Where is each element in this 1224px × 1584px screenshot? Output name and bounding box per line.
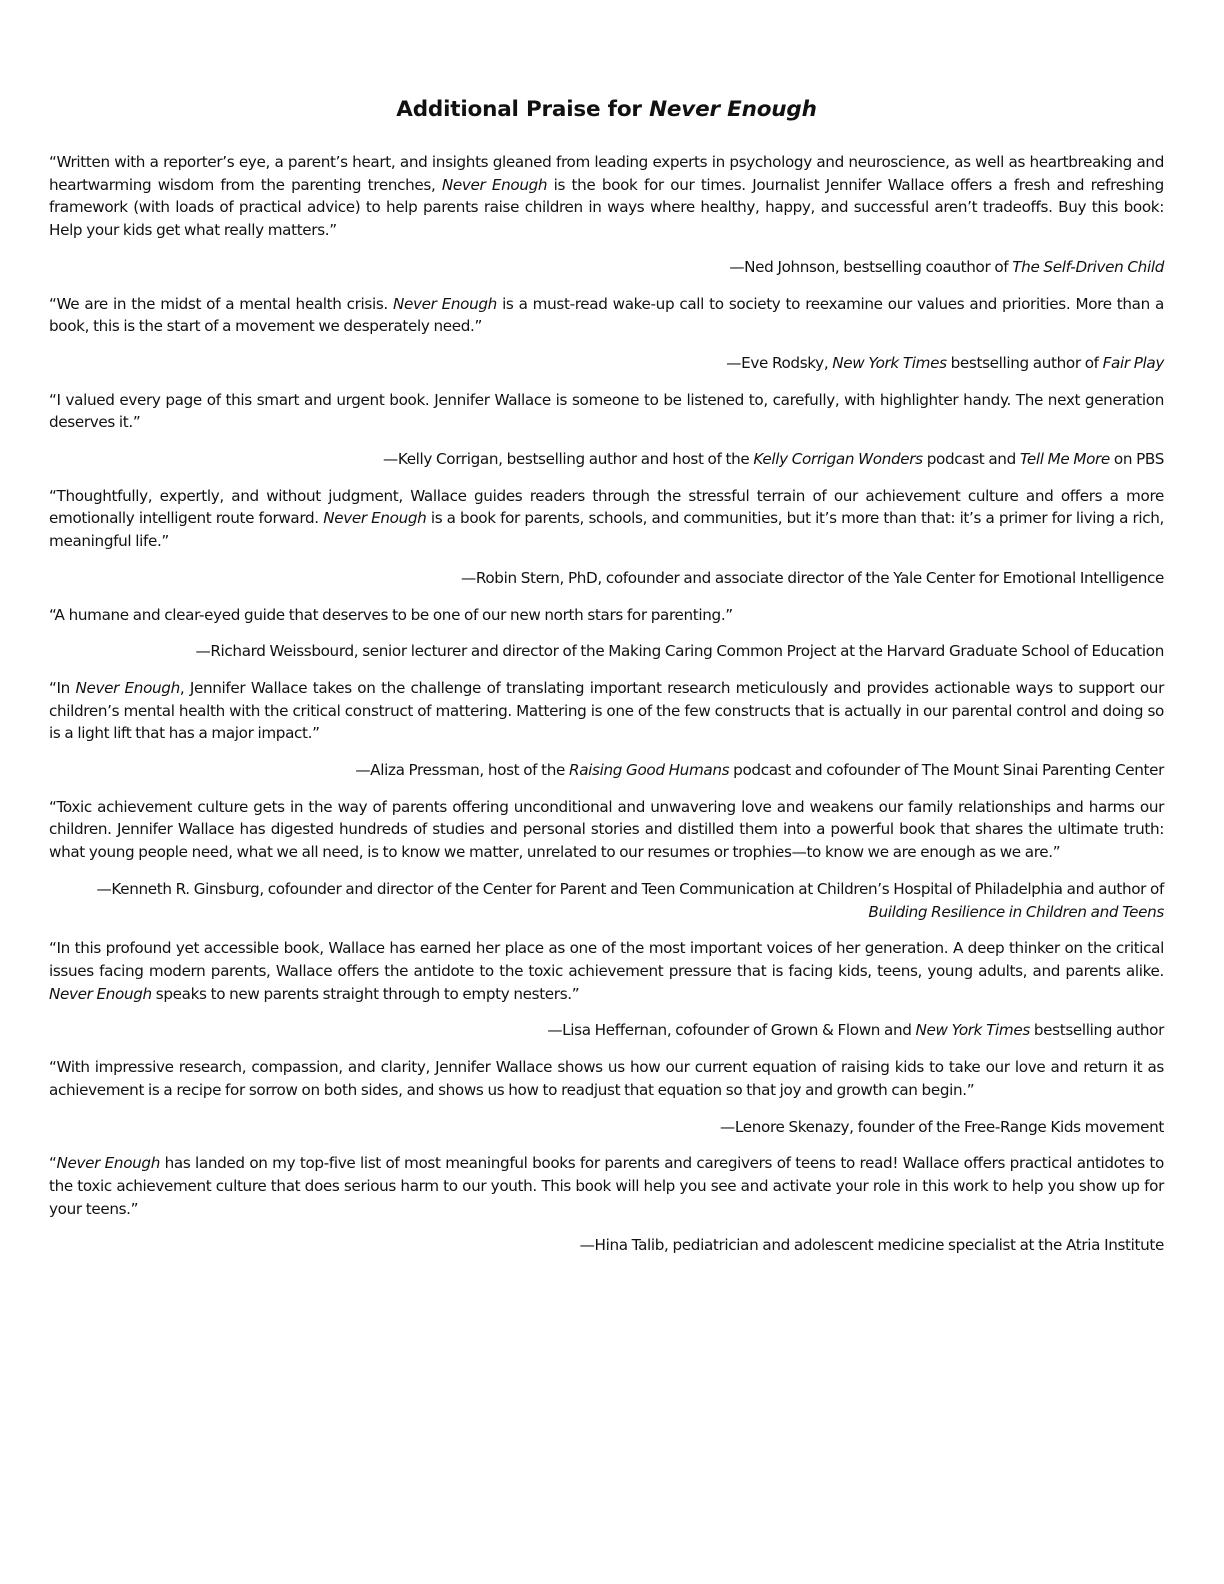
praise-quote [49, 677, 1164, 745]
praise-attribution [49, 1116, 1164, 1139]
italic-title: New York Times [832, 353, 947, 372]
text-segment: “Toxic achievement culture gets in the way of parents offering unconditional and unwavering love and weakens our family relationships and harms our children. Jennifer Wallace has digested hundreds of studies and personal stories and distilled them into a powerful book that shares the ultimate truth: what young people need, what we all need, is to know we matter, unrelated to our resumes or trophies—to know we are enough as we are.” [49, 797, 1164, 862]
italic-title: Fair Play [1102, 353, 1164, 372]
text-segment: “Thoughtfully, expertly, and without judgment, Wallace guides readers through the stressful terrain of our achievement culture and offers a more emotionally intelligent route forward. [49, 486, 1164, 528]
text-segment: is the book for our times. Journalist Jennifer Wallace offers a fresh and refreshing framework (with loads of practical advice) to help parents raise children in ways where healthy, happy, and successful aren’t tradeoffs. Buy this book: Help your kids get what really matters.” [49, 175, 1164, 240]
praise-quote [49, 293, 1164, 338]
text-segment: —Robin Stern, PhD, cofounder and associate director of the Yale Center for Emotional Intelligence [461, 568, 1164, 587]
text-segment: is a book for parents, schools, and communities, but it’s more than that: it’s a primer for living a rich, meaningful life.” [49, 509, 1164, 551]
text-segment: —Aliza Pressman, host of the [355, 761, 570, 780]
praise-attribution [49, 256, 1164, 279]
text-segment: “I valued every page of this smart and urgent book. Jennifer Wallace is someone to be listened to, carefully, with highlighter handy. The next generation deserves it.” [49, 390, 1164, 432]
italic-title: Never Enough [323, 509, 427, 528]
text-segment: bestselling author of [946, 353, 1103, 372]
text-segment: “In this profound yet accessible book, Wallace has earned her place as one of the most important voices of her generation. A deep thinker on the critical issues facing modern parents, Wallace offers the antidote to the toxic achievement pressure that is facing kids, teens, young adults, and parents alike. [49, 939, 1164, 980]
text-segment: —Kelly Corrigan, bestselling author and host of the [383, 450, 754, 469]
italic-title: New York Times [915, 1021, 1030, 1040]
text-segment: podcast and cofounder of The Mount Sinai Parenting Center [729, 761, 1164, 780]
praise-attribution [49, 567, 1164, 590]
italic-title: Never Enough [56, 1154, 160, 1173]
text-segment: “In [49, 678, 76, 697]
praise-attribution [49, 640, 1164, 663]
text-segment: —Lenore Skenazy, founder of the Free-Range Kids movement [720, 1117, 1164, 1136]
title-text: Additional Praise for [396, 97, 650, 122]
italic-title: Raising Good Humans [569, 761, 730, 780]
italic-title: Never Enough [75, 678, 180, 697]
text-segment: “Written with a reporter’s eye, a parent’s heart, and insights gleaned from leading experts in psychology and neuroscience, as well as heartbreaking and heartwarming wisdom from the parenting trenches, [49, 153, 1164, 194]
text-segment: —Lisa Heffernan, cofounder of Grown & Flown and [547, 1021, 916, 1040]
praise-quote [49, 389, 1164, 434]
text-segment: “We are in the midst of a mental health crisis. [49, 294, 393, 313]
text-segment: is a must-read wake-up call to society to reexamine our values and priorities. More than a book, this is the start of a movement we desperately need.” [49, 294, 1164, 336]
praise-quote [49, 485, 1164, 553]
text-segment: , Jennifer Wallace takes on the challenge of translating important research meticulously and provides actionable ways to support our children’s mental health with the critical construct of mattering. Mattering is one of the few constructs that is actually in our parental control and doing so is a light lift that has a major impact.” [49, 678, 1164, 743]
page-title [49, 96, 1164, 124]
text-segment: —Richard Weissbourd, senior lecturer and director of the Making Caring Common Project at the Harvard Graduate School of Education [195, 642, 1164, 661]
italic-title: Building Resilience in Children and Teens [868, 902, 1164, 921]
praise-attribution [49, 878, 1164, 923]
text-segment: has landed on my top-five list of most meaningful books for parents and caregivers of teens to read! Wallace offers practical antidotes to the toxic achievement culture that does serious harm to our youth. This book will help you see and activate your role in this work to help you show up for your teens.” [49, 1154, 1164, 1218]
italic-title: Never Enough [441, 175, 548, 194]
praise-attribution [49, 759, 1164, 782]
text-segment: —Eve Rodsky, [726, 353, 833, 372]
praise-quote [49, 937, 1164, 1005]
italic-title: Kelly Corrigan Wonders [753, 450, 923, 469]
praise-attribution [49, 352, 1164, 375]
text-segment: bestselling author [1029, 1021, 1164, 1040]
text-segment: —Ned Johnson, bestselling coauthor of [729, 257, 1013, 276]
text-segment: speaks to new parents straight through to empty nesters.” [151, 984, 580, 1003]
praise-quote [49, 796, 1164, 864]
italic-title: Tell Me More [1019, 450, 1110, 469]
praise-attribution [49, 1234, 1164, 1257]
text-segment: “A humane and clear-eyed guide that deserves to be one of our new north stars for parenting.” [49, 605, 733, 624]
title-book-name: Never Enough [649, 97, 817, 122]
text-segment: “With impressive research, compassion, and clarity, Jennifer Wallace shows us how our current equation of raising kids to take our love and return it as achievement is a recipe for sorrow on both sides, and shows us how to readjust that equation so that joy and growth can begin.” [49, 1058, 1164, 1099]
italic-title: Never Enough [49, 984, 152, 1003]
praise-quote [49, 1056, 1164, 1101]
text-segment: on PBS [1109, 450, 1164, 469]
praise-quote [49, 604, 1164, 627]
text-segment: podcast and [922, 450, 1020, 469]
text-segment: —Hina Talib, pediatrician and adolescent medicine specialist at the Atria Institute [579, 1236, 1164, 1255]
italic-title: Never Enough [393, 294, 497, 313]
praise-attribution [49, 1019, 1164, 1042]
praise-attribution [49, 448, 1164, 471]
italic-title: The Self-Driven Child [1012, 257, 1164, 276]
praise-list [49, 151, 1164, 1257]
text-segment: “ [49, 1154, 57, 1173]
praise-page [49, 96, 1164, 1271]
praise-quote [49, 151, 1164, 242]
praise-quote [49, 1152, 1164, 1220]
text-segment: —Kenneth R. Ginsburg, cofounder and director of the Center for Parent and Teen Communication at Children’s Hospital of Philadelphia and author of [96, 879, 1164, 898]
